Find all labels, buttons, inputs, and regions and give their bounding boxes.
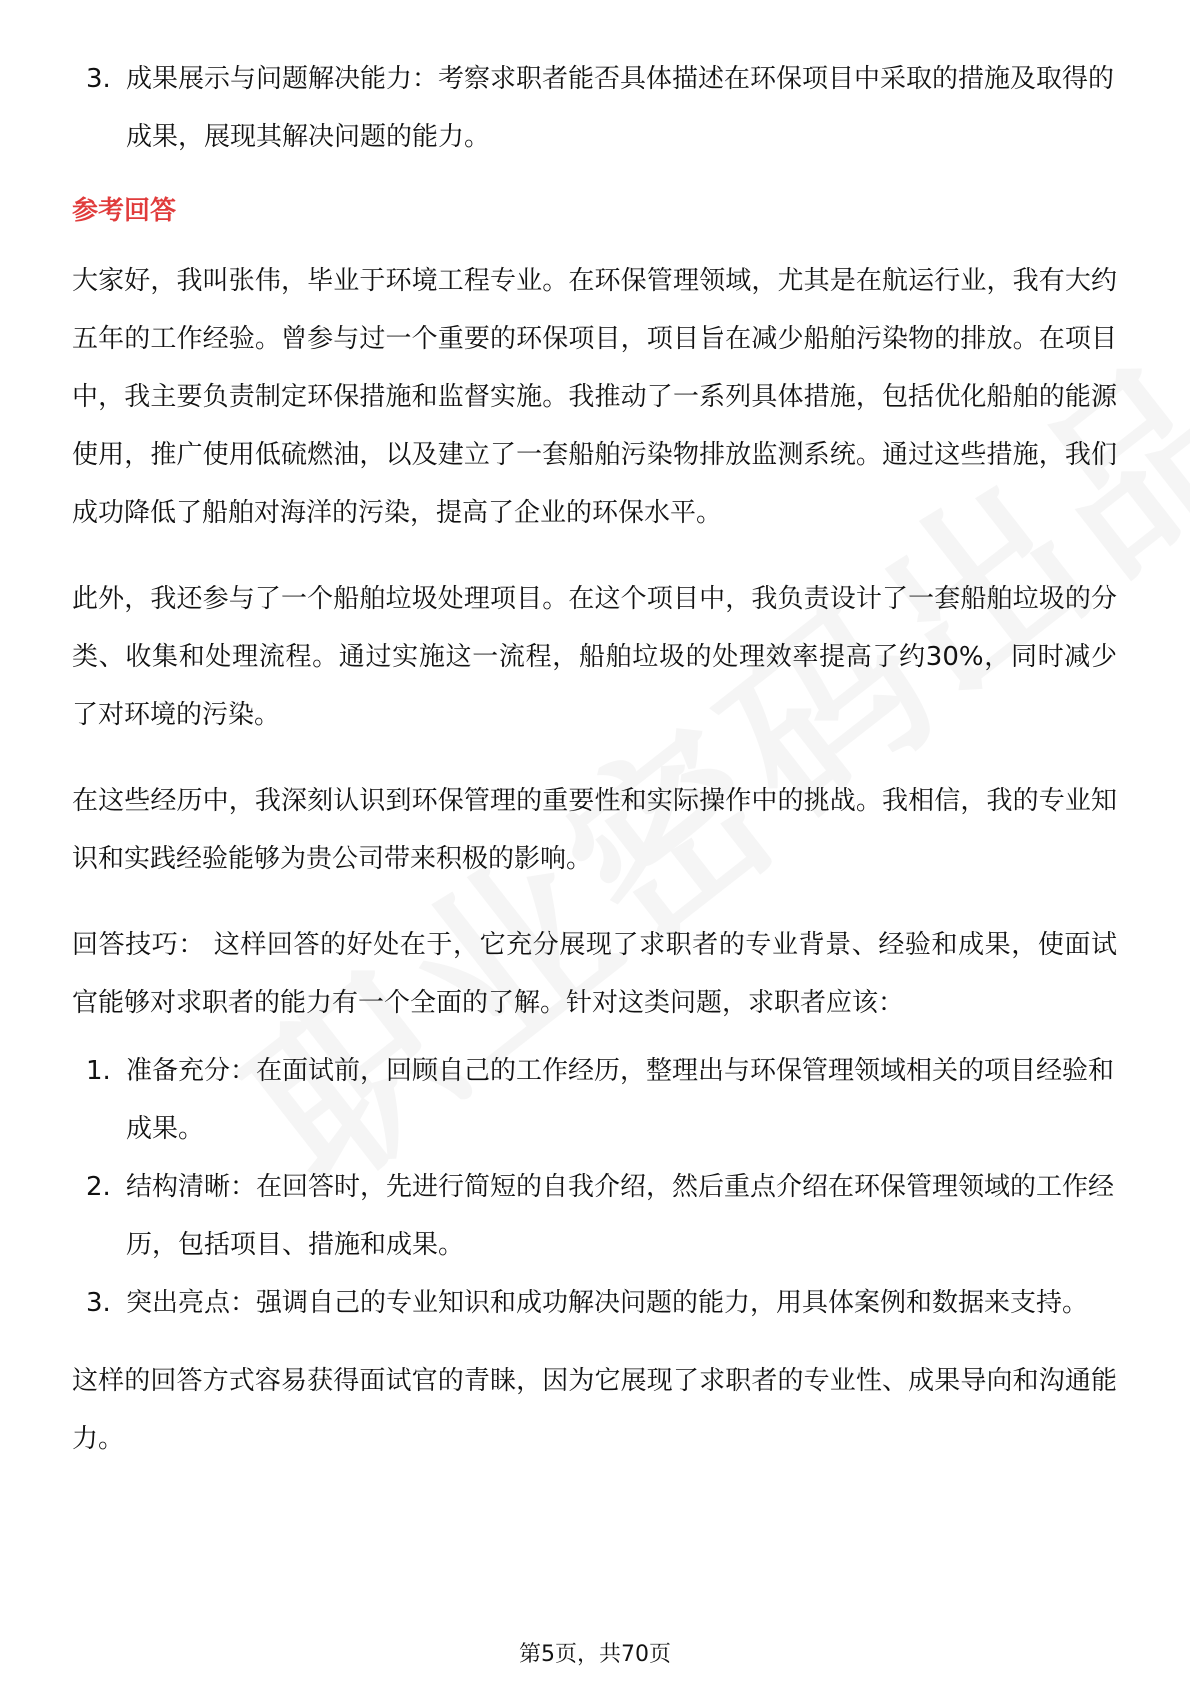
list-item-number: 3. [86, 1288, 111, 1318]
page-content [72, 50, 1117, 1496]
list-item-number: 3. [86, 64, 111, 94]
list-item-text: 成果展示与问题解决能力：考察求职者能否具体描述在环保项目中采取的措施及取得的成果，展现其解决问题的能力。 [126, 64, 1115, 152]
assessment-points-list [72, 50, 1117, 166]
list-item [72, 1274, 1117, 1332]
list-item [72, 1158, 1117, 1274]
list-item-number: 2. [86, 1172, 111, 1202]
paragraph: 在这些经历中，我深刻认识到环保管理的重要性和实际操作中的挑战。我相信，我的专业知识和实践经验能够为贵公司带来积极的影响。 [72, 786, 1117, 874]
list-item-text: 结构清晰：在回答时，先进行简短的自我介绍，然后重点介绍在环保管理领域的工作经历，包括项目、措施和成果。 [126, 1172, 1115, 1260]
list-item [72, 50, 1117, 166]
closing-paragraph: 这样的回答方式容易获得面试官的青睐，因为它展现了求职者的专业性、成果导向和沟通能力。 [72, 1366, 1117, 1454]
list-item-text: 突出亮点：强调自己的专业知识和成功解决问题的能力，用具体案例和数据来支持。 [126, 1288, 1089, 1318]
paragraph: 此外，我还参与了一个船舶垃圾处理项目。在这个项目中，我负责设计了一套船舶垃圾的分类、收集和处理流程。通过实施这一流程，船舶垃圾的处理效率提高了约30%，同时减少了对环境的污染。 [72, 584, 1117, 730]
tips-list [72, 1042, 1117, 1332]
list-item-text: 准备充分：在面试前，回顾自己的工作经历，整理出与环保管理领域相关的项目经验和成果。 [126, 1056, 1115, 1144]
paragraph: 大家好，我叫张伟，毕业于环境工程专业。在环保管理领域，尤其是在航运行业，我有大约五年的工作经验。曾参与过一个重要的环保项目，项目旨在减少船舶污染物的排放。在项目中，我主要负责制定环保措施和监督实施。我推动了一系列具体措施，包括优化船舶的能源使用，推广使用低硫燃油，以及建立了一套船舶污染物排放监测系统。通过这些措施，我们成功降低了船舶对海洋的污染，提高了企业的环保水平。 [72, 266, 1117, 528]
answer-tips-paragraph: 回答技巧： 这样回答的好处在于，它充分展现了求职者的专业背景、经验和成果，使面试官能够对求职者的能力有一个全面的了解。针对这类问题，求职者应该： [72, 930, 1117, 1018]
list-item-number: 1. [86, 1056, 111, 1086]
list-item [72, 1042, 1117, 1158]
page-footer: 第5页，共70页 [519, 1642, 671, 1667]
section-title: 参考回答 [72, 196, 177, 226]
